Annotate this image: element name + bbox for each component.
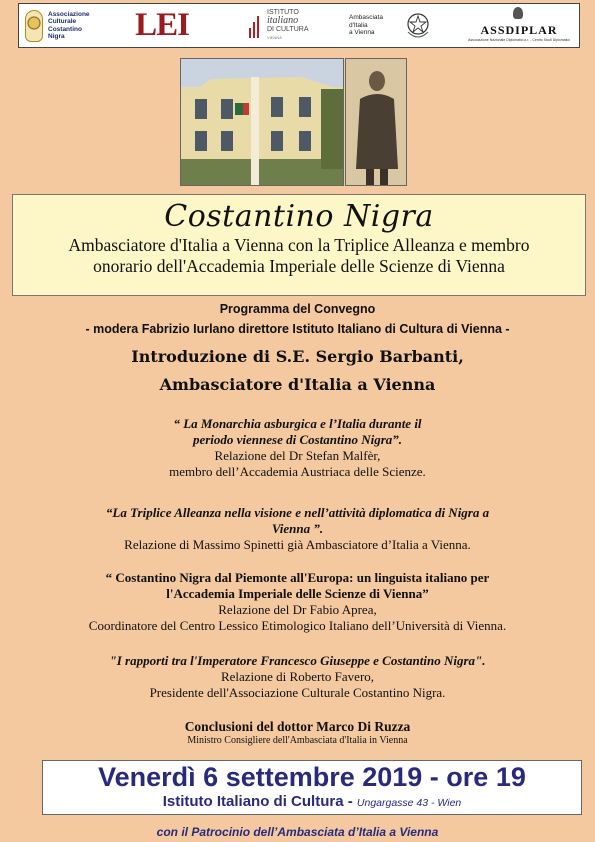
patronage-line: con il Patrocinio dell’Ambasciata d’Italia a Vienna	[156, 825, 439, 839]
talk-title: “ La Monarchia asburgica e l’Italia durante il	[173, 416, 422, 431]
introduction-line-2: Ambasciatore d'Italia a Vienna	[159, 375, 436, 394]
talk-3	[0, 570, 595, 634]
talk-title: "I rapporti tra l'Imperatore Francesco Giuseppe e Costantino Nigra".	[109, 653, 486, 668]
talk-1	[0, 416, 595, 480]
assdiplar-emblem-icon	[513, 7, 523, 19]
event-title: Costantino Nigra	[164, 199, 434, 234]
talk-4	[0, 653, 595, 701]
italian-emblem-icon	[405, 10, 431, 42]
introduction-line-1: Introduzione di S.E. Sergio Barbanti,	[131, 347, 464, 366]
logo-assdiplar: ASSDIPLAR Associazione Nazionale Diplomatici a r. - Centro Studi Diplomatici	[463, 4, 575, 47]
event-subtitle-line-2: onorario dell'Accademia Imperiale delle Scienze di Vienna	[93, 256, 505, 276]
photo-villa-building	[180, 58, 344, 186]
talk-speaker: membro dell’Accademia Austriaca delle Scienze.	[169, 464, 426, 479]
seal-icon	[25, 10, 43, 42]
programme-moderator: - modera Fabrizio Iurlano direttore Istituto Italiano di Cultura di Vienna -	[85, 322, 510, 336]
logo-associazione-costantino-nigra: Associazione Culturale Costantino Nigra	[25, 4, 117, 47]
event-date-box	[42, 760, 582, 815]
logo-lei: LEI	[135, 7, 189, 43]
talk-title: Vienna ”.	[271, 521, 324, 536]
title-box	[12, 194, 586, 296]
event-venue: Istituto Italiano di Cultura - Ungargasse 43 - Wien	[162, 793, 462, 810]
talk-speaker: Relazione del Dr Stefan Malfèr,	[214, 448, 381, 463]
talk-title: “ Costantino Nigra dal Piemonte all'Europa: un linguista italiano per	[105, 570, 490, 585]
programme-title: Programma del Convegno	[219, 302, 376, 316]
event-subtitle-line-1: Ambasciatore d'Italia a Vienna con la Triplice Alleanza e membro	[68, 235, 530, 255]
talk-title: l'Accademia Imperiale delle Scienze di Vienna”	[166, 586, 429, 601]
conclusions-role: Ministro Consigliere dell'Ambasciata d'Italia in Vienna	[187, 735, 408, 746]
talk-speaker: Coordinatore del Centro Lessico Etimologico Italiano dell’Università di Vienna.	[88, 618, 507, 633]
talk-speaker: Relazione di Massimo Spinetti già Ambasciatore d’Italia a Vienna.	[124, 537, 471, 552]
sponsor-logo-bar	[18, 3, 580, 48]
event-address: Ungargasse 43 - Wien	[356, 797, 462, 809]
photo-portrait-costantino-nigra	[345, 58, 407, 186]
conclusions	[0, 719, 595, 746]
iic-bars-icon	[247, 10, 263, 42]
talk-speaker: Presidente dell'Associazione Culturale Costantino Nigra.	[149, 685, 446, 700]
talk-title: “La Triplice Alleanza nella visione e nell’attività diplomatica di Nigra a	[105, 505, 490, 520]
logo-istituto-italiano-cultura: ISTITUTO italiano DI CULTURA VIENNA	[247, 4, 343, 47]
conclusions-title: Conclusioni del dottor Marco Di Ruzza	[184, 719, 411, 734]
talk-title: periodo viennese di Costantino Nigra”.	[192, 432, 403, 447]
talk-speaker: Relazione del Dr Fabio Aprea,	[218, 602, 377, 617]
logo-ambasciata-italia-vienna: Ambasciata d'Italia a Vienna	[349, 4, 453, 47]
talk-speaker: Relazione di Roberto Favero,	[220, 669, 375, 684]
talk-2	[0, 505, 595, 553]
event-date: Venerdì 6 settembre 2019 - ore 19	[98, 762, 526, 792]
